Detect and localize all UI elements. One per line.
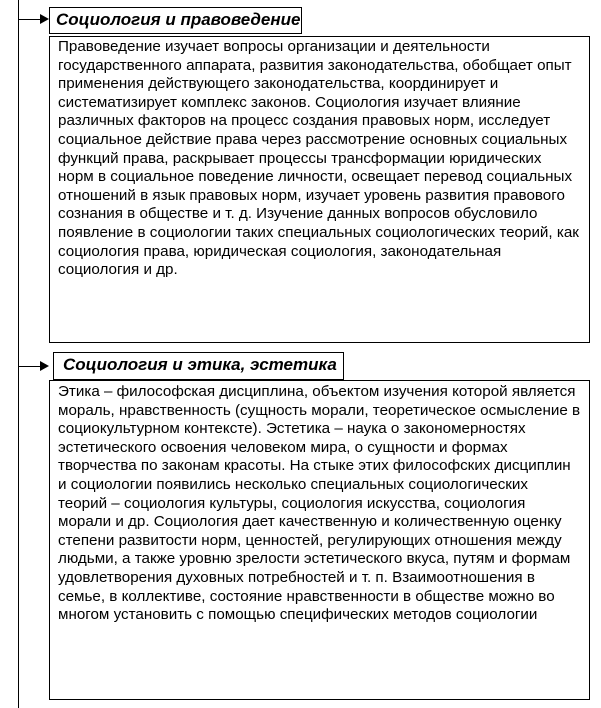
connector-line (18, 0, 19, 708)
arrow-icon-2 (40, 361, 49, 371)
arrow-icon-1 (40, 14, 49, 24)
section-title-law: Социология и правоведение (49, 7, 302, 34)
section-text-law (49, 36, 590, 343)
section-text-law-body: Правоведение изучает вопросы организации и деятельности государственного аппарата, развития законодательства, обобщает опыт применения действующего законодательства, координирует и систематизирует комплекс законов. Социология изучает влияние различных факторов на процесс создания правовых норм, исследует социальное действие права через рассмотрение основных социальных функций права, раскрывает процессы трансформации юридических норм в социальное поведение личности, освещает перевод социальных отношений в язык правовых норм, изучает уровень развития правового сознания в обществе и т. д. Изучение данных вопросов обусловило появление в социологии таких специальных социологических теорий, как социология права, юридическая социология, законодательная социология и др. (58, 38, 579, 279)
section-text-ethics-body: Этика – философская дисциплина, объектом изучения которой является мораль, нравственность (сущность морали, теоретическое осмысление в социокультурном контексте). Эстетика – наука о закономерностях эстетического освоения человеком мира, о сущности и формах творчества по законам красоты. На стыке этих философских дисциплин и социологии появились несколько специальных социологических теорий – социология культуры, социология искусства, социология морали и др. Социология дает качественную и количественную оценку степени развитости норм, ценностей, регулирующих отношения между людьми, а также уровню зрелости эстетического вкуса, путям и формам удовлетворения духовных потребностей и т. п. Взаимоотношения в семье, в коллективе, состояние нравственности в обществе можно во многом установить с помощью специфических методов социологии (58, 383, 581, 624)
section-text-ethics (49, 380, 590, 700)
section-title-ethics: Социология и этика, эстетика (53, 352, 344, 380)
